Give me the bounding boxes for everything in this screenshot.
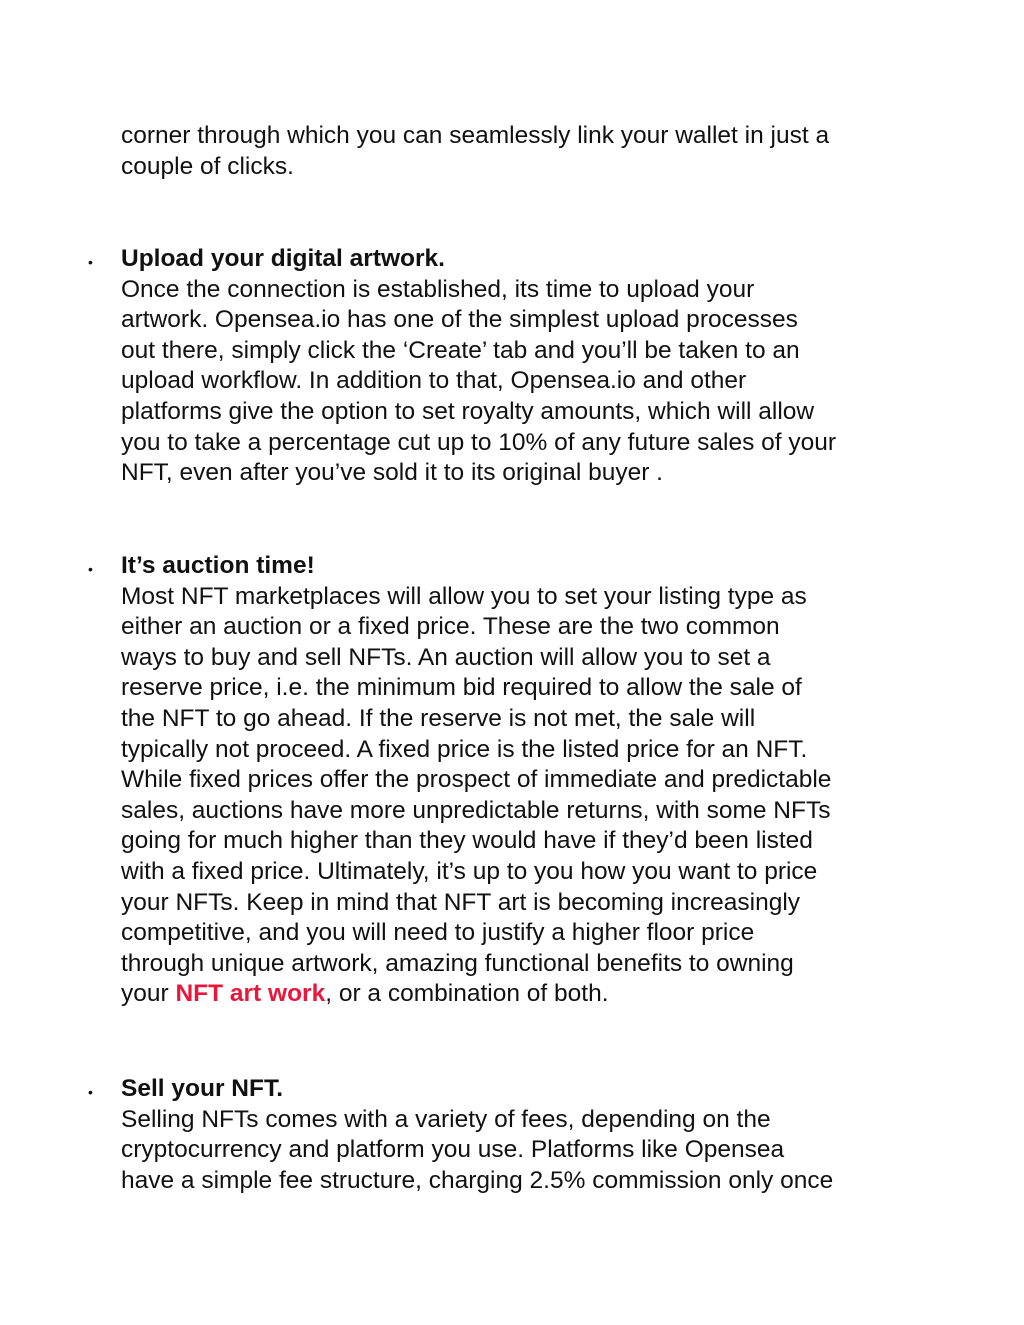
intro-paragraph bbox=[121, 121, 921, 182]
line-text-after: , or a combination of both. bbox=[325, 980, 609, 1008]
item-line: Once the connection is established, its time to upload your bbox=[121, 275, 755, 303]
item-line: with a fixed price. Ultimately, it’s up to you how you want to price bbox=[121, 857, 818, 885]
item-line: artwork. Opensea.io has one of the simplest upload processes bbox=[121, 306, 798, 334]
bullet-icon: • bbox=[88, 561, 93, 577]
item-line: out there, simply click the ‘Create’ tab and you’ll be taken to an bbox=[121, 336, 800, 364]
item-line: the NFT to go ahead. If the reserve is not met, the sale will bbox=[121, 704, 756, 732]
item-line: sales, auctions have more unpredictable returns, with some NFTs bbox=[121, 796, 831, 824]
item-line: through unique artwork, amazing functional benefits to owning bbox=[121, 949, 794, 977]
item-line: NFT, even after you’ve sold it to its original buyer . bbox=[121, 459, 663, 487]
bullet-icon: • bbox=[88, 1084, 93, 1100]
line-text-before: your bbox=[121, 980, 176, 1008]
item-heading: It’s auction time! bbox=[121, 552, 315, 579]
item-line: either an auction or a fixed price. These are the two common bbox=[121, 613, 780, 641]
bullet-icon: • bbox=[88, 254, 93, 270]
item-line: While fixed prices offer the prospect of immediate and predictable bbox=[121, 766, 832, 794]
item-line: Selling NFTs comes with a variety of fees, depending on the bbox=[121, 1105, 771, 1133]
item-line: Most NFT marketplaces will allow you to set your listing type as bbox=[121, 582, 807, 610]
intro-line: corner through which you can seamlessly link your wallet in just a bbox=[121, 122, 830, 149]
item-heading: Sell your NFT. bbox=[121, 1075, 284, 1102]
list-item-auction bbox=[121, 551, 921, 1010]
item-line: cryptocurrency and platform you use. Platforms like Opensea bbox=[121, 1136, 785, 1164]
nft-art-work-link[interactable]: NFT art work bbox=[175, 980, 326, 1008]
item-line: going for much higher than they would have if they’d been listed bbox=[121, 827, 813, 855]
item-heading: Upload your digital artwork. bbox=[121, 245, 445, 272]
item-line: competitive, and you will need to justify a higher floor price bbox=[121, 919, 755, 947]
item-line: reserve price, i.e. the minimum bid required to allow the sale of bbox=[121, 674, 802, 702]
item-line: have a simple fee structure, charging 2.5% commission only once bbox=[121, 1166, 834, 1194]
item-line: ways to buy and sell NFTs. An auction will allow you to set a bbox=[121, 643, 771, 671]
item-line: you to take a percentage cut up to 10% of any future sales of your bbox=[121, 428, 837, 456]
list-item-sell bbox=[121, 1074, 921, 1196]
item-line: upload workflow. In addition to that, Opensea.io and other bbox=[121, 367, 747, 395]
item-line: typically not proceed. A fixed price is the listed price for an NFT. bbox=[121, 735, 808, 763]
list-item-upload bbox=[121, 244, 921, 489]
item-line: your NFTs. Keep in mind that NFT art is becoming increasingly bbox=[121, 888, 801, 916]
item-last-line bbox=[121, 979, 921, 1010]
intro-line: couple of clicks. bbox=[121, 152, 294, 180]
item-line: platforms give the option to set royalty amounts, which will allow bbox=[121, 397, 815, 425]
